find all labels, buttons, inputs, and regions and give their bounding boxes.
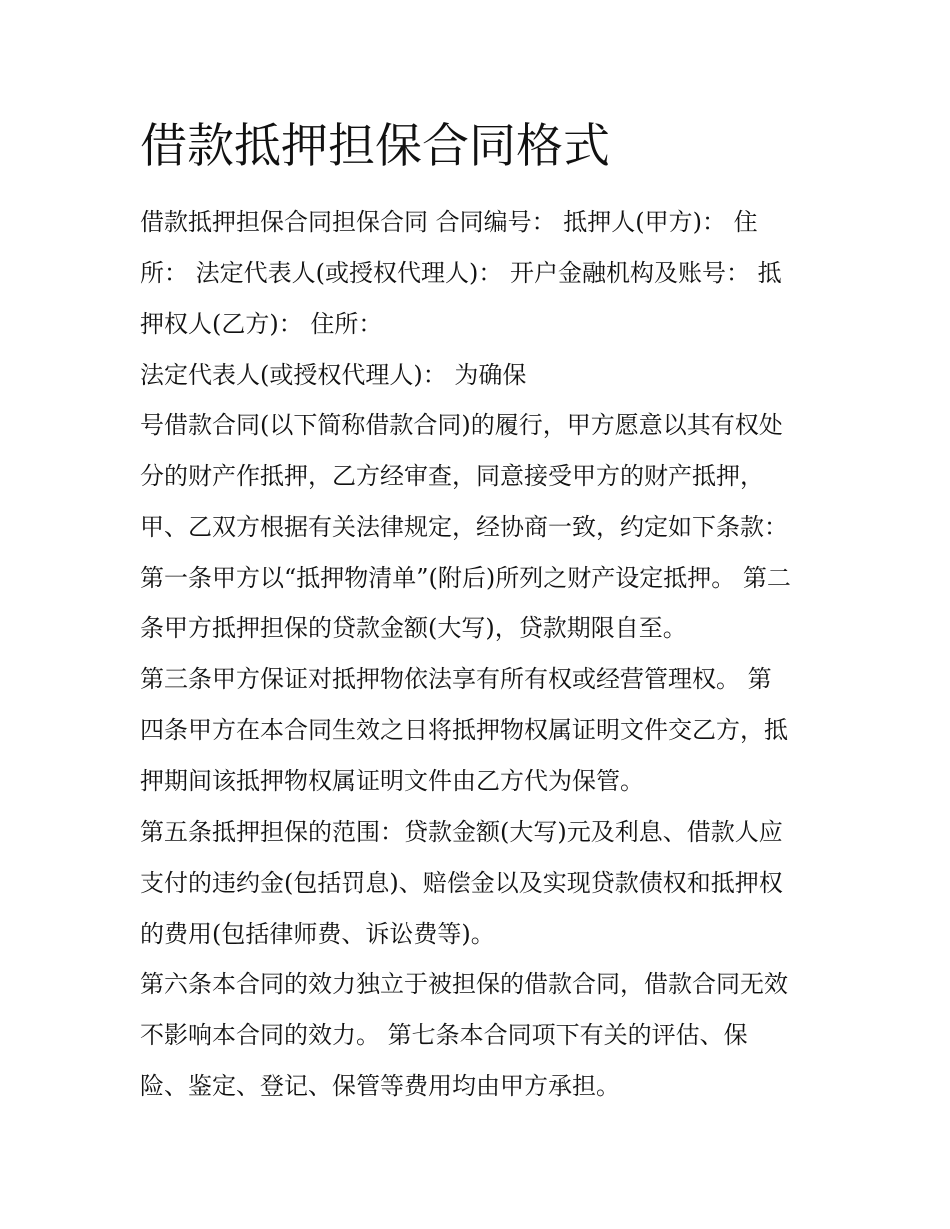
text-line: 所： 法定代表人(或授权代理人)： 开户金融机构及账号： 抵 (140, 259, 782, 287)
text-line: 押权人(乙方)： 住所： (140, 310, 383, 338)
text-line: 不影响本合同的效力。 第七条本合同项下有关的评估、保 (140, 1021, 748, 1049)
text-line: 第一条甲方以“抵押物清单”(附后)所列之财产设定抵押。 第二 (140, 564, 791, 592)
text-line: 分的财产作抵押，乙方经审查，同意接受甲方的财产抵押， (140, 462, 764, 490)
text-line: 险、鉴定、登记、保管等费用均由甲方承担。 (140, 1072, 620, 1100)
text-line: 号借款合同(以下简称借款合同)的履行，甲方愿意以其有权处 (140, 411, 783, 439)
text-line: 借款抵押担保合同担保合同 合同编号： 抵押人(甲方)： 住 (140, 208, 758, 236)
text-line: 第五条抵押担保的范围：贷款金额(大写)元及利息、借款人应 (140, 818, 783, 846)
text-line: 押期间该抵押物权属证明文件由乙方代为保管。 (140, 767, 644, 795)
text-line: 第六条本合同的效力独立于被担保的借款合同，借款合同无效 (140, 970, 788, 998)
text-line: 第三条甲方保证对抵押物依法享有所有权或经营管理权。 第 (140, 665, 772, 693)
text-line: 法定代表人(或授权代理人)： 为确保 (140, 361, 527, 389)
text-line: 甲、乙双方根据有关法律规定，经协商一致，约定如下条款： (140, 513, 788, 541)
text-line: 支付的违约金(包括罚息)、赔偿金以及实现贷款债权和抵押权 (140, 869, 783, 897)
document-title: 借款抵押担保合同格式 (140, 119, 610, 174)
text-line: 的费用(包括律师费、诉讼费等)。 (140, 920, 495, 948)
text-line: 条甲方抵押担保的贷款金额(大写)，贷款期限自至。 (140, 614, 687, 642)
text-line: 四条甲方在本合同生效之日将抵押物权属证明文件交乙方，抵 (140, 716, 788, 744)
